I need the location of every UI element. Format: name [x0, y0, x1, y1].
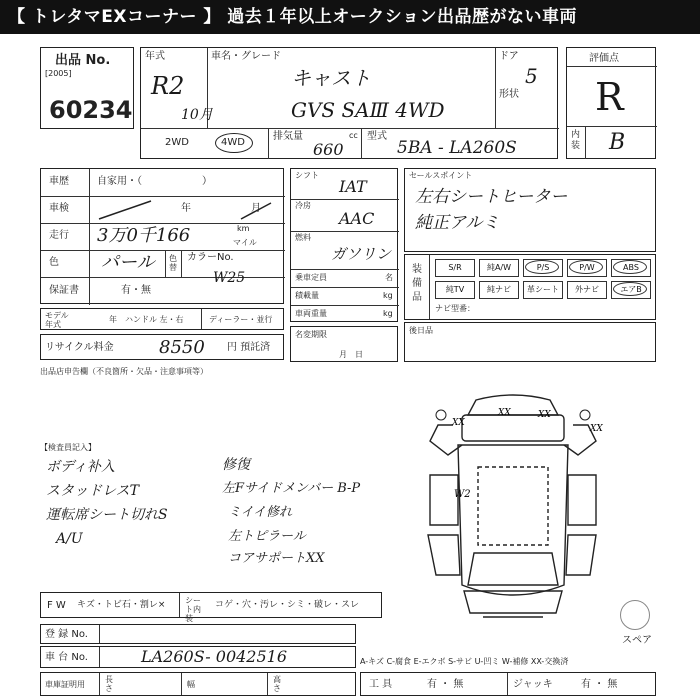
- drive-2wd: 2WD: [165, 137, 189, 148]
- drive-4wd-circle: [215, 133, 253, 153]
- spare-tire-icon: [620, 600, 650, 630]
- score-label: 評価点: [589, 53, 619, 64]
- color-no-label: カラーNo.: [187, 252, 234, 263]
- shape-label: 形状: [499, 89, 519, 100]
- equipment-row2-0: 純TV: [435, 281, 475, 299]
- seat-label: シート内装: [185, 596, 201, 623]
- door-label: ドア: [499, 51, 519, 62]
- shaken-nen: 年: [181, 203, 191, 214]
- equipment-row2-3: 外ナビ: [567, 281, 607, 299]
- nav-label: ナビ型番：: [435, 304, 475, 313]
- car-diagram: [408, 385, 618, 630]
- equipment-row2-1: 純ナビ: [479, 281, 519, 299]
- model-year-nen: 年: [109, 315, 117, 324]
- equipment-row1-4: ABS: [611, 259, 651, 277]
- chassis-row: [40, 646, 356, 668]
- disp-unit: cc: [349, 131, 358, 140]
- equipment-circle-mark: [613, 260, 647, 274]
- weight-label: 車両重量: [295, 309, 327, 318]
- color-label: 色: [49, 257, 59, 268]
- inspector-right-1: 左Fサイドメンバー B-P: [222, 481, 361, 496]
- vehicle-info-box: [40, 168, 284, 304]
- tools-value: 有 ・ 無: [427, 679, 464, 690]
- cert-cell-1: 幅: [187, 680, 195, 689]
- fw-label: F W: [47, 600, 66, 611]
- aircon-label: 冷房: [295, 201, 311, 210]
- warranty-value: 有・無: [121, 285, 151, 296]
- fw-items: キズ・トビ石・割レ×: [77, 600, 166, 610]
- load-label: 積載量: [295, 291, 319, 300]
- diagram-mark-1: XX: [498, 408, 511, 418]
- inspector-left-1: スタッドレスT: [46, 483, 139, 499]
- tools-jack-row: [360, 672, 656, 696]
- equipment-circle-mark: [569, 260, 603, 274]
- registration-box: [290, 326, 398, 362]
- header-main-box: [140, 47, 558, 159]
- handle-label: ハンドル 左・右: [125, 315, 184, 324]
- chassis-value: LA260S- 0042516: [141, 647, 288, 666]
- equipment-row1-1: 純A/W: [479, 259, 519, 277]
- score-value: R: [595, 75, 624, 119]
- score-box: [566, 47, 656, 159]
- sales-point-box: [404, 168, 656, 252]
- load-unit: kg: [383, 291, 393, 300]
- interior-label: 内装: [571, 130, 581, 151]
- disp-value: 660: [313, 140, 344, 159]
- year-label: 年式: [145, 51, 165, 62]
- drive-4wd: 4WD: [221, 137, 245, 148]
- shift-label: シフト: [295, 171, 319, 180]
- car-name: キャスト: [291, 66, 371, 90]
- after-label: 後日品: [409, 326, 433, 335]
- grade: GVS SAⅢ 4WD: [291, 98, 445, 122]
- warranty-label: 保証書: [49, 285, 79, 296]
- equipment-circle-mark: [525, 260, 559, 274]
- diagram-mark-4: W2: [454, 489, 471, 500]
- sales-label: セールスポイント: [409, 171, 473, 180]
- equipment-row1-0: S/R: [435, 259, 475, 277]
- weight-unit: kg: [383, 309, 393, 318]
- recycle-unit: 円 預託済: [227, 342, 271, 353]
- equipment-circle-mark: [613, 282, 647, 296]
- shaken-strike: [91, 197, 281, 223]
- cert-cell-2: 高さ: [273, 675, 281, 693]
- disp-label: 排気量: [273, 131, 303, 142]
- door-value: 5: [525, 64, 538, 88]
- shift-value: IAT: [339, 177, 367, 196]
- jack-label: ジャッキ: [513, 679, 553, 690]
- diagram-mark-3: XX: [590, 424, 603, 434]
- mileage-label: 走行: [49, 230, 69, 241]
- spec-box: [290, 168, 398, 322]
- spare-label: スペア: [622, 635, 652, 646]
- lot-number: 60234: [49, 96, 133, 124]
- equipment-box: [404, 254, 656, 320]
- inspector-left-3: A/U: [56, 531, 83, 547]
- sales-line1: 左右シートヒーター: [415, 187, 568, 207]
- lot-sub: [2005]: [45, 69, 72, 78]
- inspector-label: 【検査員記入】: [40, 443, 96, 452]
- lot-number-box: [40, 47, 134, 129]
- capacity-label: 乗車定員: [295, 273, 327, 282]
- mileage-unit-km: km: [237, 224, 250, 233]
- inspector-right-4: コアサポートXX: [228, 551, 325, 566]
- model-label: 型式: [367, 131, 387, 142]
- reg-label: 登 録 No.: [45, 629, 88, 640]
- reg-row: [40, 624, 356, 644]
- color-change-label: 色替: [169, 254, 177, 272]
- fuel-label: 燃料: [295, 233, 311, 242]
- exhibitor-label: 出品店申告欄（不良箇所・欠品・注意事項等）: [40, 367, 208, 376]
- mileage-unit-mile: マイル: [233, 238, 257, 247]
- capacity-unit: 名: [385, 273, 393, 282]
- equipment-row1-2: P/S: [523, 259, 563, 277]
- equipment-row1-3: P/W: [567, 259, 607, 277]
- model-value: 5BA - LA260S: [397, 138, 517, 158]
- registration-label: 名変期限: [295, 330, 327, 339]
- shaken-label: 車検: [49, 203, 69, 214]
- damage-legend: A-キズ C-腐食 E-エクボ S-サビ U-凹ミ W-補修 XX-交換済: [360, 657, 569, 666]
- inspector-right-0: 修復: [222, 457, 250, 473]
- fw-row: [40, 592, 382, 623]
- reki-label: 車歴: [49, 176, 69, 187]
- equipment-label: 装備品: [412, 264, 422, 303]
- cert-label: 車庫証明用: [45, 680, 85, 689]
- registration-unit: 月 日: [339, 350, 363, 359]
- banner-title: 【 トレタマEXコーナー 】 過去１年以上オークション出品歴がない車両: [0, 0, 700, 34]
- jack-value: 有 ・ 無: [581, 679, 618, 690]
- inspector-left-0: ボディ补入: [46, 459, 115, 475]
- model-year-row: [40, 308, 284, 330]
- aircon-value: AAC: [339, 209, 375, 228]
- reki-value: 自家用・（ ）: [97, 176, 212, 187]
- diagram-mark-0: XX: [452, 418, 465, 428]
- cert-row: [40, 672, 356, 696]
- chassis-label: 車 台 No.: [45, 652, 88, 663]
- mileage-value: 3万0千166: [97, 225, 191, 246]
- shaken-tsuki: 月: [251, 203, 261, 214]
- after-box: [404, 322, 656, 362]
- color-no-value: W25: [213, 270, 246, 286]
- color-value: パール: [101, 252, 155, 273]
- inspector-left-2: 運転席シート切れS: [46, 507, 168, 523]
- interior-value: B: [609, 130, 626, 155]
- year-value: R2: [151, 72, 185, 100]
- tools-label: 工 具: [369, 679, 393, 690]
- fuel-value: ガソリン: [331, 245, 392, 263]
- month-value: 10月: [181, 107, 213, 123]
- inspector-right-3: 左トピラール: [228, 529, 306, 544]
- inspector-right-2: ミイイ修れ: [228, 505, 292, 520]
- model-year-label: モデル年式: [45, 311, 69, 329]
- lot-label: 出品 No.: [55, 53, 111, 68]
- equipment-row2-4: エアB: [611, 281, 651, 299]
- recycle-row: [40, 334, 284, 360]
- dealer-label: ディーラー・並行: [209, 315, 273, 324]
- diagram-mark-2: XX: [538, 410, 551, 420]
- sales-line2: 純正アルミ: [415, 213, 500, 233]
- cert-cell-0: 長さ: [105, 675, 113, 693]
- equipment-row2-2: 革シート: [523, 281, 563, 299]
- recycle-value: 8550: [159, 337, 205, 358]
- seat-items: コゲ・穴・汚レ・シミ・破レ・スレ: [215, 600, 360, 610]
- recycle-label: リサイクル料金: [45, 342, 114, 353]
- name-label: 車名・グレード: [211, 51, 281, 62]
